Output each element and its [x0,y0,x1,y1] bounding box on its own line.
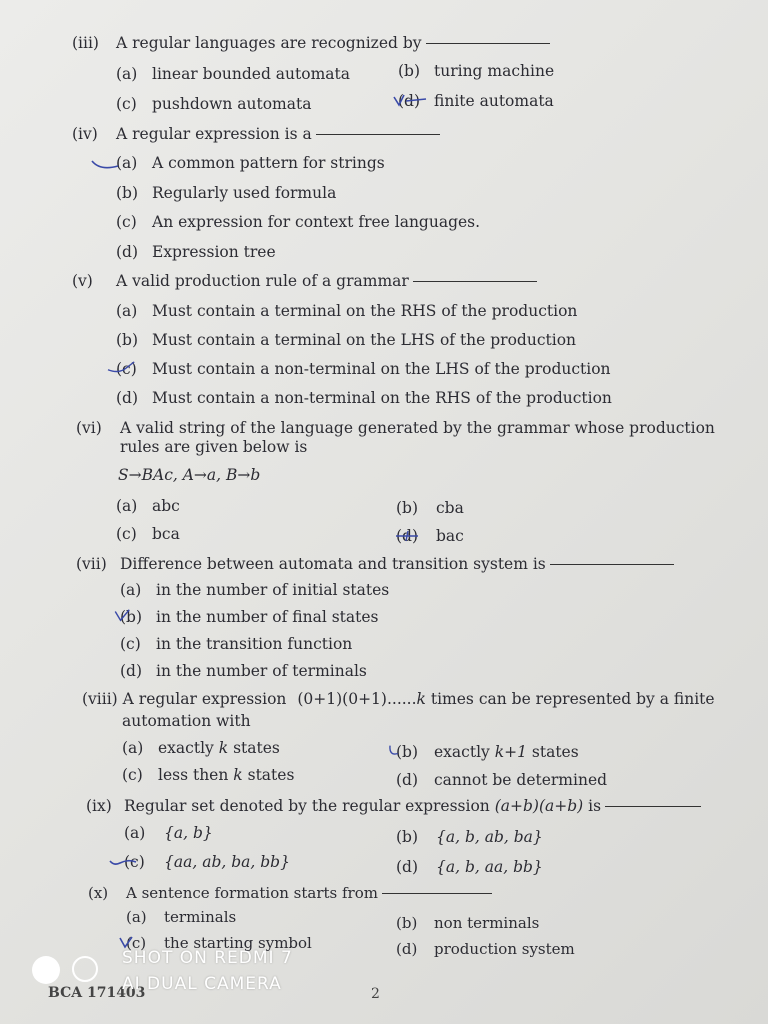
answer-blank [426,43,550,44]
option-iii-b: (b) turing machine [398,62,555,80]
option-iv-a: (a) A common pattern for strings [116,154,385,172]
question-text: Difference between automata and transition system is [120,555,546,573]
regular-expression: (0+1)(0+1) [297,690,387,708]
question-text: A valid string of the language generated by the grammar whose production [120,419,715,437]
question-text: A regular expression is a [116,125,312,143]
question-number: (vi) [76,419,102,437]
question-number: (v) [72,272,93,290]
question-iv [72,123,440,145]
option-x-a: (a) terminals [126,908,237,926]
option-vi-a: (a) abc [116,497,180,515]
option-vii-b: (b) in the number of final states [120,608,379,626]
page-number: 2 [371,986,380,1002]
option-v-d: (d) Must contain a non-terminal on the RHS of the production [116,389,612,407]
watermark-line-2: AI DUAL CAMERA [122,974,282,994]
question-viii-continuation: automation with [122,712,251,730]
option-x-c: (c) the starting symbol [126,934,312,952]
answer-blank [382,893,492,894]
watermark-line-1: SHOT ON REDMI 7 [122,948,293,968]
question-iii [72,32,550,54]
question-vi-continuation: rules are given below is [120,438,308,456]
option-x-b: (b) non terminals [396,914,540,932]
course-code: BCA 171403 [48,985,146,1001]
option-ix-c: (c) {aa, ab, ba, bb} [124,853,290,871]
question-ix: (ix) Regular set denoted by the regular expression (a+b)(a+b) is [86,795,701,817]
grammar-rules: S→BAc, A→a, B→b [118,466,261,484]
option-ix-d: (d) {a, b, aa, bb} [396,858,543,876]
answer-blank [413,281,537,282]
regular-expression: (a+b)(a+b) [494,797,584,815]
question-number: (iii) [72,34,99,52]
option-v-c: (c) Must contain a non-terminal on the LHS of the production [116,360,611,378]
question-v [72,270,537,292]
option-viii-a: (a) exactly k states [122,739,280,757]
option-viii-b: (b) exactly k+1 states [396,743,579,761]
option-iv-c: (c) An expression for context free languages. [116,213,481,231]
option-vi-d: (d) bac [396,527,464,545]
question-number: (iv) [72,125,98,143]
option-viii-c: (c) less then k states [122,766,295,784]
question-viii: (viii) A regular expression (0+1)(0+1)......k times can be represented by a finite [82,690,715,708]
option-iii-d: (d) finite automata [398,92,554,110]
option-vii-c: (c) in the transition function [120,635,353,653]
dual-camera-logo [32,956,112,986]
option-vi-b: (b) cba [396,499,464,517]
question-number: (viii) [82,690,118,708]
option-ix-b: (b) {a, b, ab, ba} [396,828,543,846]
question-text: A regular languages are recognized by [116,34,422,52]
option-vii-d: (d) in the number of terminals [120,662,367,680]
question-number: (ix) [86,797,112,815]
option-iii-c: (c) pushdown automata [116,95,312,113]
question-number: (x) [88,884,109,902]
question-vii [76,553,674,575]
option-vii-a: (a) in the number of initial states [120,581,390,599]
answer-blank [316,134,440,135]
question-x: (x) A sentence formation starts from [88,882,492,904]
option-v-b: (b) Must contain a terminal on the LHS of the production [116,331,577,349]
option-x-d: (d) production system [396,940,575,958]
option-iii-a: (a) linear bounded automata [116,65,351,83]
option-iv-b: (b) Regularly used formula [116,184,337,202]
answer-blank [550,564,674,565]
question-number: (vii) [76,555,107,573]
option-iv-d: (d) Expression tree [116,243,276,261]
answer-blank [605,806,701,807]
question-text: A valid production rule of a grammar [116,272,409,290]
option-vi-c: (c) bca [116,525,180,543]
option-ix-a: (a) {a, b} [124,824,213,842]
option-v-a: (a) Must contain a terminal on the RHS of the production [116,302,578,320]
option-viii-d: (d) cannot be determined [396,771,608,789]
